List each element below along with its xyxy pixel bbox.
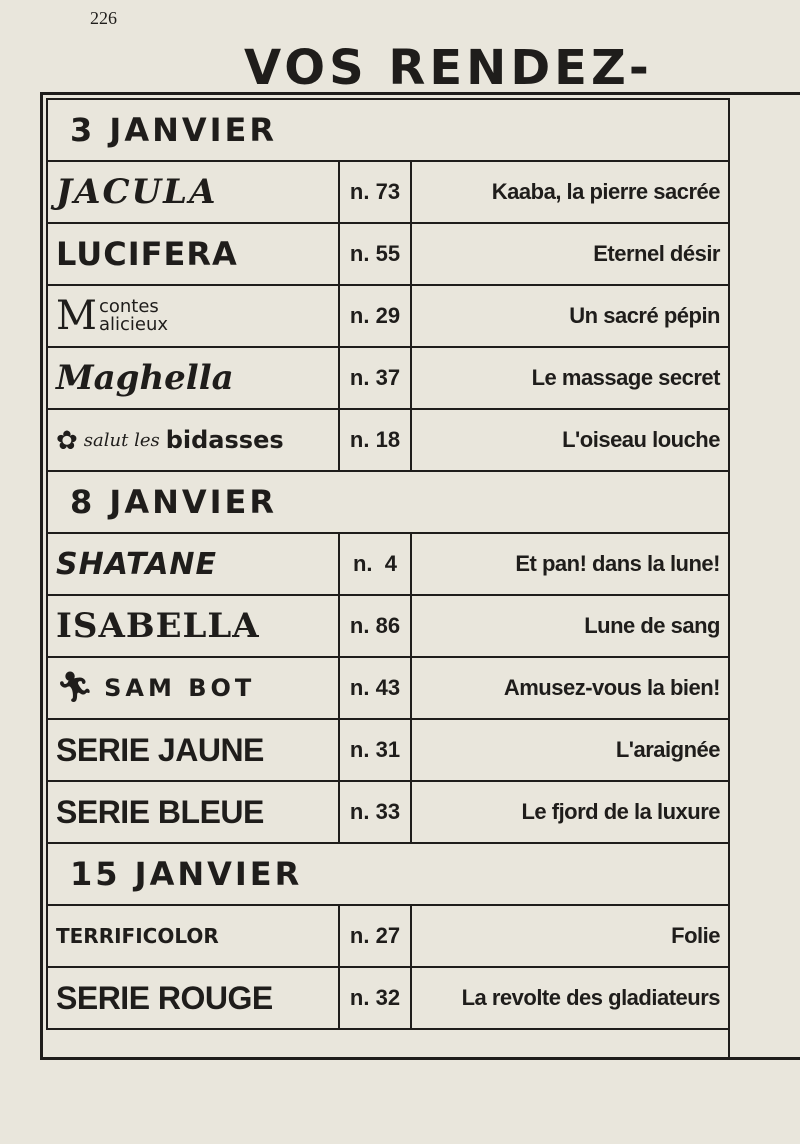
issue-number: n. 27 — [339, 905, 411, 967]
series-isabella: ISABELLA — [56, 606, 260, 646]
date-row — [47, 843, 729, 905]
series-sam-bot — [56, 673, 255, 703]
issue-number: n. 33 — [339, 781, 411, 843]
issue-number: n. 31 — [339, 719, 411, 781]
schedule-table — [46, 98, 730, 1030]
issue-number: n. 55 — [339, 223, 411, 285]
table-row — [47, 719, 729, 781]
table-row — [47, 533, 729, 595]
series-jacula: JACULA — [56, 172, 218, 212]
series-serie-rouge: SERIE ROUGE — [56, 979, 273, 1016]
story-title: Eternel désir — [411, 223, 729, 285]
series-salut-les-bidasses — [56, 426, 284, 454]
series-lucifera: LUCIFERA — [56, 235, 238, 273]
table-row — [47, 905, 729, 967]
series-title — [47, 533, 339, 595]
story-title: La revolte des gladiateurs — [411, 967, 729, 1029]
table-row — [47, 657, 729, 719]
series-title — [47, 595, 339, 657]
issue-number: n. 43 — [339, 657, 411, 719]
series-sam-bot-label: SAM BOT — [104, 674, 256, 702]
series-title — [47, 657, 339, 719]
table-row — [47, 409, 729, 471]
issue-number: n. 37 — [339, 347, 411, 409]
story-title: Folie — [411, 905, 729, 967]
series-title — [47, 781, 339, 843]
date-heading: 15 JANVIER — [47, 843, 729, 905]
table-row — [47, 595, 729, 657]
page-title: VOS RENDEZ- — [244, 40, 653, 96]
story-title: L'araignée — [411, 719, 729, 781]
date-row — [47, 99, 729, 161]
series-serie-jaune: SERIE JAUNE — [56, 731, 264, 768]
issue-number: n. 86 — [339, 595, 411, 657]
series-serie-bleue: SERIE BLEUE — [56, 793, 264, 830]
series-title — [47, 719, 339, 781]
table-row — [47, 161, 729, 223]
story-title: Un sacré pépin — [411, 285, 729, 347]
table-row — [47, 285, 729, 347]
date-heading: 3 JANVIER — [47, 99, 729, 161]
series-title — [47, 905, 339, 967]
series-title — [47, 223, 339, 285]
story-title: Le massage secret — [411, 347, 729, 409]
series-bold-part: bidasses — [165, 426, 284, 454]
table-row — [47, 347, 729, 409]
issue-number: n. 4 — [339, 533, 411, 595]
series-word-1: contes — [98, 296, 159, 317]
series-contes-malicieux — [56, 293, 169, 339]
table-row — [47, 223, 729, 285]
series-title — [47, 409, 339, 471]
date-heading: 8 JANVIER — [47, 471, 729, 533]
table-row — [47, 967, 729, 1029]
story-title: Lune de sang — [411, 595, 729, 657]
story-title: L'oiseau louche — [411, 409, 729, 471]
series-title — [47, 967, 339, 1029]
issue-number: n. 32 — [339, 967, 411, 1029]
series-word-2: alicieux — [98, 314, 169, 335]
series-title — [47, 347, 339, 409]
series-script-part: salut les — [83, 429, 160, 451]
series-maghella: Maghella — [56, 358, 234, 398]
page-number: 226 — [90, 8, 117, 28]
issue-number: n. 18 — [339, 409, 411, 471]
date-row — [47, 471, 729, 533]
series-shatane: SHATANE — [56, 546, 218, 582]
series-terrificolor: TERRIFICOLOR — [56, 924, 219, 948]
series-title — [47, 161, 339, 223]
story-title: Le fjord de la luxure — [411, 781, 729, 843]
table-row — [47, 781, 729, 843]
story-title: Et pan! dans la lune! — [411, 533, 729, 595]
story-title: Amusez-vous la bien! — [411, 657, 729, 719]
flower-icon: ✿ — [56, 425, 78, 455]
running-man-icon: 🏃︎ — [56, 671, 95, 704]
issue-number: n. 29 — [339, 285, 411, 347]
story-title: Kaaba, la pierre sacrée — [411, 161, 729, 223]
series-title — [47, 285, 339, 347]
series-initial: M — [56, 293, 97, 339]
issue-number: n. 73 — [339, 161, 411, 223]
